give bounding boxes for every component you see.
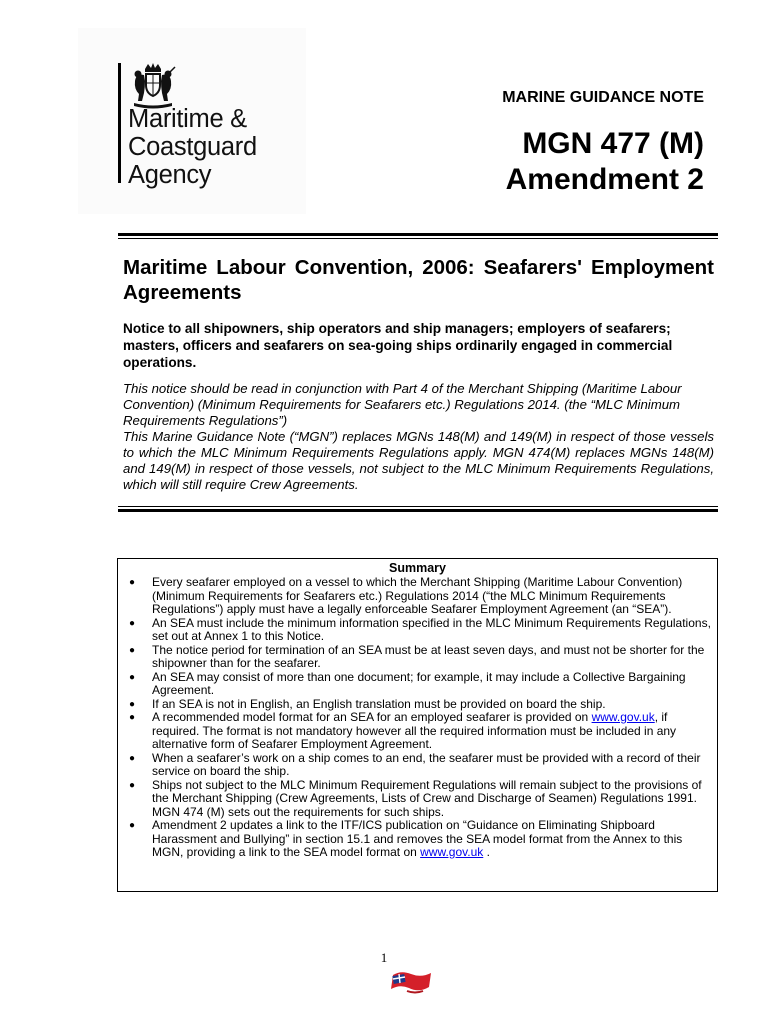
- summary-item-text: , if required. The format is not mandatory however all the required information must be included in any alternative form of Seafarer Employment Agreement.: [152, 710, 677, 751]
- bullet-icon: ●: [129, 577, 136, 588]
- bullet-icon: ●: [129, 698, 136, 710]
- summary-item-text: The notice period for termination of an SEA must be at least seven days, and must not be shorter for the shipowner than for the seafarer.: [152, 642, 705, 670]
- summary-heading: Summary: [389, 561, 446, 575]
- summary-list: [118, 576, 717, 860]
- summary-item: [118, 671, 717, 698]
- intro-section: [123, 381, 714, 493]
- agency-logo: [78, 28, 306, 214]
- summary-item-text: .: [483, 845, 490, 859]
- intro-paragraph: This notice should be read in conjunction with Part 4 of the Merchant Shipping (Maritime Labour Convention) (Minimum Requirements for Seafarers etc.) Regulations 2014. (the “MLC Minimum Requirements Regulations”): [123, 381, 682, 428]
- section-rule-thick: [118, 509, 718, 512]
- summary-item-text: If an SEA is not in English, an English translation must be provided on board the ship.: [152, 696, 606, 711]
- page-number: 1: [380, 950, 388, 965]
- bullet-icon: ●: [129, 617, 136, 629]
- summary-item: [118, 576, 717, 617]
- header-rule-thick: [118, 233, 718, 236]
- logo-divider-bar: [118, 63, 121, 183]
- gov-uk-link[interactable]: www.gov.uk: [420, 845, 484, 859]
- summary-item-text: Ships not subject to the MLC Minimum Requirement Regulations will remain subject to the provisions of the Merchant Shipping (Crew Agreements, Lists of Crew and Discharge of Seamen) Regulations 1991. MGN 474 (M) sets out the requirements for such ships.: [152, 777, 702, 819]
- amendment-number: Amendment 2: [505, 163, 704, 196]
- summary-item-text: Amendment 2 updates a link to the ITF/ICS publication on “Guidance on Eliminating Shipboard Harassment and Bullying” in section 15.1 and removes the SEA model format from the Annex to this MGN, providing a link to the SEA model format on: [152, 818, 683, 859]
- document-title: Maritime Labour Convention, 2006: Seafarers' Employment Agreements: [123, 256, 714, 304]
- agency-name: [128, 105, 257, 189]
- summary-item: [118, 698, 717, 712]
- agency-name-line: Maritime &: [128, 105, 247, 133]
- audience-statement: Notice to all shipowners, ship operators and ship managers; employers of seafarers; masters, officers and seafarers on sea-going ships ordinarily engaged in commercial operations.: [123, 321, 673, 370]
- summary-item: [118, 819, 717, 860]
- summary-item-text: A recommended model format for an SEA for an employed seafarer is provided on: [152, 710, 592, 724]
- header-rule-thin: [118, 238, 718, 239]
- bullet-icon: ●: [129, 712, 136, 723]
- agency-name-line: Agency: [128, 161, 212, 189]
- summary-item: [118, 617, 717, 644]
- summary-item-text: Every seafarer employed on a vessel to which the Merchant Shipping (Maritime Labour Convention) (Minimum Requirements for Seafarers etc.) Regulations 2014 (“the MLC Minimum Requirements Regulations”) apply must have a legally enforceable Seafarer Employment Agreement (an “SEA”).: [152, 575, 683, 616]
- gov-uk-link[interactable]: www.gov.uk: [591, 710, 655, 724]
- intro-paragraph: This Marine Guidance Note (“MGN”) replaces MGNs 148(M) and 149(M) in respect of those vessels to which the MLC Minimum Requirements Regulations apply. MGN 474(M) replaces MGNs 148(M) and 149(M) in respect of those vessels, not subject to the MLC Minimum Requirements Regulations, which will still require Crew Agreements.: [123, 429, 714, 492]
- bullet-icon: ●: [129, 671, 136, 683]
- summary-item-text: An SEA may consist of more than one document; for example, it may include a Collective Bargaining Agreement.: [152, 669, 686, 697]
- bullet-icon: ●: [129, 779, 136, 791]
- summary-item: [118, 752, 717, 779]
- bullet-icon: ●: [129, 644, 136, 656]
- bullet-icon: ●: [129, 752, 136, 764]
- document-number: MGN 477 (M): [522, 127, 704, 160]
- bullet-icon: ●: [129, 820, 136, 831]
- agency-name-line: Coastguard: [128, 133, 257, 161]
- red-ensign-flag-icon: [389, 967, 435, 997]
- document-type-label: MARINE GUIDANCE NOTE: [502, 89, 704, 106]
- section-rule-thin: [118, 506, 718, 507]
- summary-item-text: An SEA must include the minimum information specified in the MLC Minimum Requirements Regulations, set out at Annex 1 to this Notice.: [152, 615, 711, 643]
- summary-item: [118, 644, 717, 671]
- summary-item: [118, 779, 717, 820]
- document-reference: [506, 126, 704, 198]
- summary-item-text: When a seafarer’s work on a ship comes to an end, the seafarer must be provided with a record of their service on board the ship.: [152, 750, 701, 778]
- summary-box: [117, 558, 718, 892]
- summary-item: [118, 711, 717, 752]
